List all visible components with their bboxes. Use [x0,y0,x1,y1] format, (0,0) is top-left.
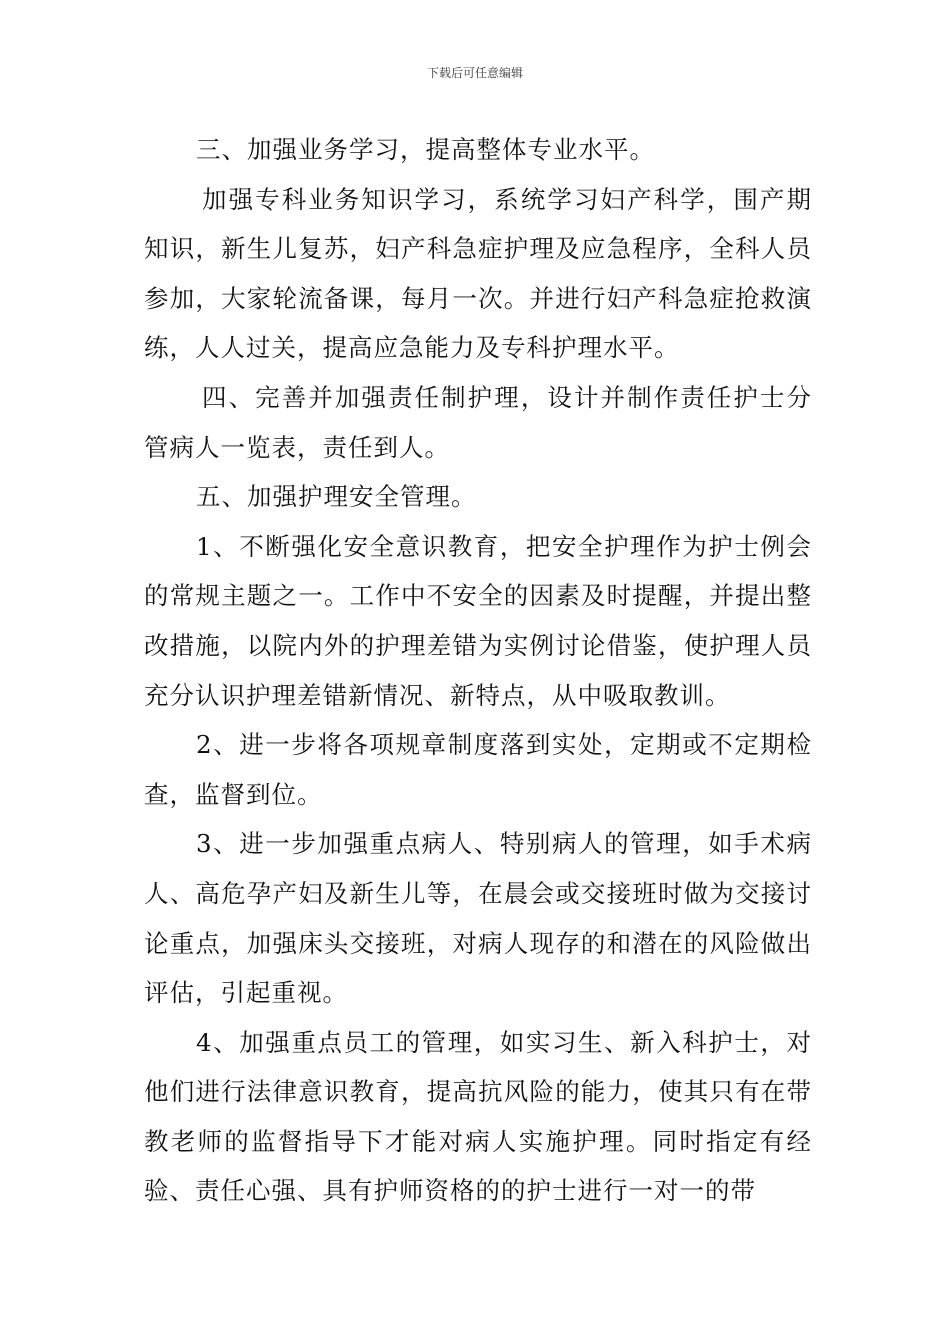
header-note: 下载后可任意编辑 [426,66,523,80]
list-item-4: 4、加强重点员工的管理，如实习生、新入科护士，对他们进行法律意识教育，提高抗风险的能力，使其只有在带教老师的监督指导下才能对病人实施护理。同时指定有经验、责任心强、具有护师资格的的护士进行一对一的带 [144,1027,812,1206]
document-body [144,125,812,1216]
section-heading-five: 五、加强护理安全管理。 [196,482,477,512]
section-heading-four: 四、完善并加强责任制护理，设计并制作责任护士分管病人一览表，责任到人。 [144,382,812,462]
section-heading-three: 三、加强业务学习，提高整体专业水平。 [196,135,655,164]
paragraph-specialty-study: 加强专科业务知识学习，系统学习妇产科学，围产期知识，新生儿复苏，妇产科急症护理及应急程序，全科人员参加，大家轮流备课，每月一次。并进行妇产科急症抢救演练，人人过关，提高应急能力及专科护理水平。 [144,184,812,363]
list-item-1: 1、不断强化安全意识教育，把安全护理作为护士例会的常规主题之一。工作中不安全的因素及时提醒，并提出整改措施，以院内外的护理差错为实例讨论借鉴，使护理人员充分认识护理差错新情况、新特点，从中吸取教训。 [144,531,812,710]
list-item-3: 3、进一步加强重点病人、特别病人的管理，如手术病人、高危孕产妇及新生儿等，在晨会或交接班时做为交接讨论重点，加强床头交接班，对病人现存的和潜在的风险做出评估，引起重视。 [144,829,812,1008]
list-item-2: 2、进一步将各项规章制度落到实处，定期或不定期检查，监督到位。 [144,730,812,809]
